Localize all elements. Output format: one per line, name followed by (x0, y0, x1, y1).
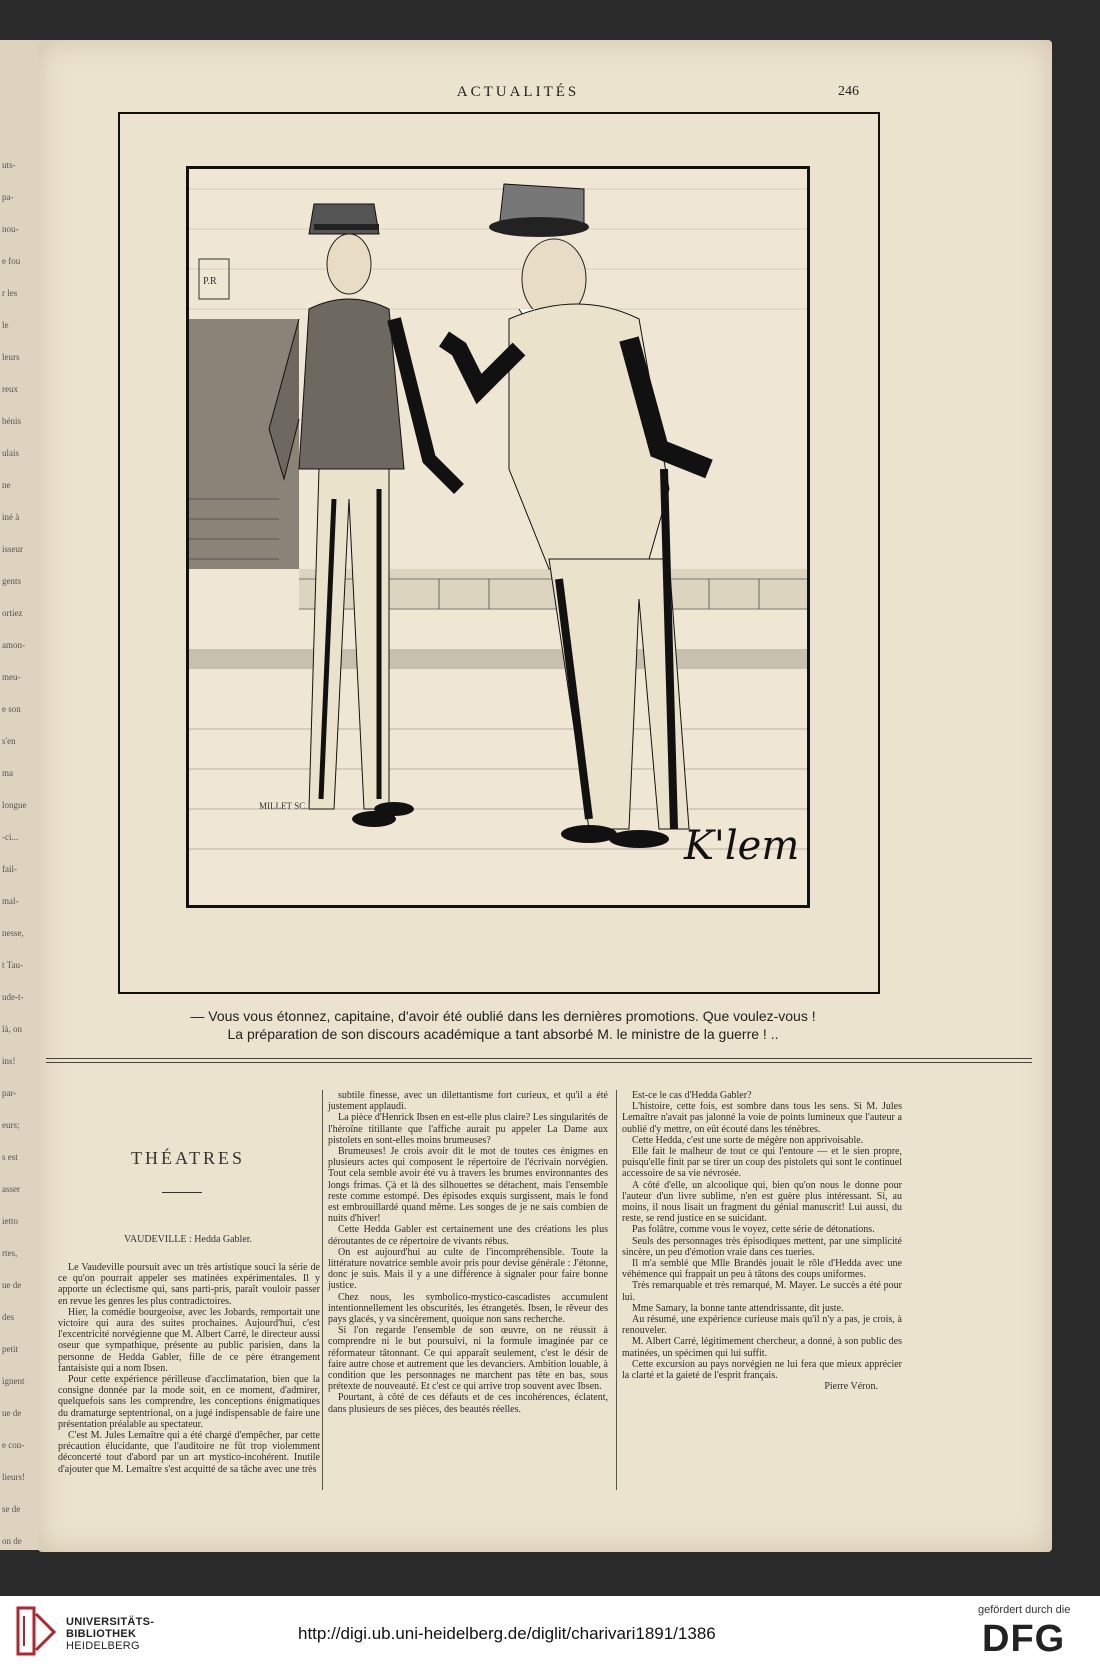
previous-page-fragment: lieurs! (2, 1472, 25, 1482)
previous-page-fragment: pa- (2, 192, 14, 202)
previous-page-fragment: -ci... (2, 832, 19, 842)
artist-signature: K'lem (684, 823, 800, 869)
previous-page-fragment: ma (2, 768, 13, 778)
previous-page-fragment: s est (2, 1152, 18, 1162)
caricature-drawing (189, 169, 807, 905)
article-paragraph: Il m'a semblé que Mlle Brandès jouait le rôle d'Hedda avec une véhémence qui frappait un peu à tâtons des coups uniformes. (622, 1258, 902, 1281)
previous-page-fragment: asser (2, 1184, 20, 1194)
article-paragraph: Pour cette expérience périlleuse d'acclimatation, bien que la consigne donnée par la mode soit, en ce moment, d'admirer, quelquefois sans les comprendre, les conceptions énigmatiques du dramaturge septentrional, on a jugé indispensable de faire une présentation préalable au spectateur. (58, 1374, 320, 1430)
previous-page-fragment: reux (2, 384, 18, 394)
article-paragraph: Cette Hedda Gabler est certainement une des créations les plus déroutantes de ce répertoire de vivants rébus. (328, 1224, 608, 1247)
article-column-1 (58, 1262, 320, 1475)
article-paragraph: Pas folâtre, comme vous le voyez, cette série de détonations. (632, 1224, 875, 1236)
author-signature: Pierre Véron. (824, 1381, 878, 1393)
previous-page-fragment: ne (2, 480, 11, 490)
previous-page-fragment: ortiez (2, 608, 23, 618)
previous-page-fragment: e fou (2, 256, 21, 266)
previous-page-fragment: nesse, (2, 928, 24, 938)
previous-page-fragment: on de (2, 1536, 22, 1546)
previous-page-fragment: petit (2, 1344, 18, 1354)
article-paragraph: Brumeuses! Je crois avoir dit le mot de toutes ces énigmes en plusieurs actes qui composent le répertoire de l'écrivain norvégien. Tout cela semble avoir été vu à travers les brumes environnantes des longs frimas. Çà et là des silhouettes se détachent, mais l'ensemble reste comme estompé. Des épisodes exquis surgissent, mais le fond est embrouillardé quand même. Les songes de je ne sais combien de nuits d'hiver! (328, 1146, 608, 1225)
illustration-frame (118, 112, 880, 994)
article-paragraph: A côté d'elle, un alcoolique qui, bien qu'on nous le donne pour l'auteur d'un livre sublime, n'en est guère plus intéressant. Si, au moins, il nous lisait un fragment du génial manuscrit! Lui aussi, du reste, se rend justice en se suicidant. (622, 1179, 902, 1225)
previous-page-fragment: e son (2, 704, 21, 714)
old-general-figure (444, 184, 709, 848)
engraver-mark: MILLET SC. (259, 801, 308, 811)
article-subtitle: VAUDEVILLE : Hedda Gabler. (123, 1234, 253, 1245)
article-paragraph: Elle fait le malheur de tout ce qui l'entoure — et le sien propre, puisqu'elle finit par se tirer un coup des pistolets qui sont le continuel accessoire de sa vie névrosée. (622, 1146, 902, 1180)
page-number: 246 (838, 84, 859, 99)
previous-page-fragment: là, on (2, 1024, 22, 1034)
article-paragraph: M. Albert Carré, légitimement chercheur, a donné, à son public des matinées, un spécimen qui lui suffit. (622, 1336, 902, 1359)
article-heading: THÉATRES (131, 1148, 245, 1168)
article-paragraph: Seuls des personnages très épisodiques mettent, par une simplicité sincère, un peu d'émotion vraie dans ces tueries. (622, 1235, 902, 1258)
article-column-3 (622, 1090, 902, 1392)
article-paragraph: L'histoire, cette fois, est sombre dans tous les sens. Si M. Jules Lemaître n'avait pas jalonné la voie de points lumineux que l'auteur a oublié d'y mettre, on eût écouté dans les ténèbres. (622, 1101, 902, 1135)
previous-page-fragment: nou- (2, 224, 19, 234)
previous-page-fragment: s'en (2, 736, 16, 746)
previous-page-fragment: se de (2, 1504, 21, 1514)
previous-page-fragment: iné à (2, 512, 20, 522)
institution-name: UNIVERSITÄTS- BIBLIOTHEK HEIDELBERG (66, 1616, 155, 1652)
article-paragraph: Cette Hedda, c'est une sorte de mégère non apprivoisable. (632, 1134, 864, 1146)
previous-page-fragment: ue de (2, 1408, 22, 1418)
previous-page-fragment: r les (2, 288, 18, 298)
previous-page-fragment: isseur (2, 544, 23, 554)
article-paragraph: La pièce d'Henrick Ibsen en est-elle plus claire? Les singularités de l'héroïne titillante que l'affiche aurait pu appeler La Dame aux pistolets en sont-elles moins brumeuses? (328, 1112, 608, 1146)
article-paragraph: Hier, la comédie bourgeoise, avec les Jobards, remportait une victoire qui aura des suites prochaines. Aujourd'hui, c'est l'excentricité norvégienne que M. Albert Carré, le directeur aussi oseur que sympathique, présente au public parisien, dans la personne de Hedda Gabler, fille de ce père étrangement fantaisiste qui a nom Ibsen. (58, 1306, 320, 1374)
article-paragraph: Est-ce le cas d'Hedda Gabler? (632, 1090, 752, 1101)
previous-page-fragment: gents (2, 576, 21, 586)
section-title: ACTUALITÉS (456, 84, 580, 100)
previous-page-fragment: des (2, 1312, 14, 1322)
column-separator (616, 1090, 617, 1490)
article-column-2 (328, 1090, 608, 1415)
university-library-logo-icon (14, 1604, 58, 1658)
article-paragraph: subtile finesse, avec un dilettantisme fort curieux, et qu'il a été justement applaudi. (328, 1090, 608, 1113)
footer-bar (0, 1596, 1100, 1674)
article-paragraph: C'est M. Jules Lemaître qui a été chargé d'empêcher, par cette précaution élucidante, que l'auditoire ne fût trop violemment déconcerté tout d'abord par un art mystico-incohérent. Inutile d'ajouter que M. Lemaître s'est acquitté de sa tâche avec une très (58, 1430, 320, 1475)
previous-page-fragment: ulais (2, 448, 19, 458)
article-paragraph: Pourtant, à côté de ces défauts et de ces incohérences, éclatent, dans plusieurs de ses pièces, des beautés réelles. (328, 1392, 608, 1415)
article-paragraph: Le Vaudeville poursuit avec un très artistique souci la série de ce qu'on pourrait appeler ses matinées expérimentales. Il y apporte un éclectisme qui, sans parti-pris, paraît vouloir passer en revue les genres les plus contradictoires. (58, 1262, 320, 1307)
previous-page-fragment: fail- (2, 864, 17, 874)
previous-page-fragment: ins! (2, 1056, 16, 1066)
previous-page-fragment: rtes, (2, 1248, 18, 1258)
previous-page-fragment: t Tau- (2, 960, 23, 970)
previous-page-fragment: leurs (2, 352, 20, 362)
caption-line-2: La préparation de son discours académique a tant absorbé M. le ministre de la guerre ! .. (227, 1026, 779, 1042)
article-paragraph: Si l'on regarde l'ensemble de son œuvre, on ne réussit à comprendre ni le but poursuivi, ni la formule imaginée par ce réformateur tâtonnant. Ce qui apparaît seulement, c'est le désir de faire autre chose et autrement que les devanciers. Ambition louable, à condition que les personnages ne marchent pas tête en bas, sous prétexte de nouveauté. Et c'est ce qui arrive trop souvent avec Ibsen. (328, 1325, 608, 1393)
caricature-illustration (186, 166, 810, 908)
previous-page-fragment: meu- (2, 672, 21, 682)
previous-page-fragment: e con- (2, 1440, 25, 1450)
article-paragraph: Au résumé, une expérience curieuse mais qu'il n'y a pas, je crois, à renouveler. (622, 1314, 902, 1337)
article-paragraph: Très remarquable et très remarqué, M. Mayer. Le succès a été pour lui. (622, 1280, 902, 1303)
svg-text:P.R: P.R (203, 276, 217, 287)
dfg-logo: DFG (982, 1618, 1066, 1660)
column-separator (322, 1090, 323, 1490)
previous-page-fragment: longue (2, 800, 27, 810)
funding-text: gefördert durch die (978, 1604, 1071, 1616)
previous-page-fragment: amon- (2, 640, 25, 650)
previous-page-fragment: par- (2, 1088, 17, 1098)
heading-rule (162, 1192, 202, 1193)
previous-page-fragment: bénis (2, 416, 21, 426)
newspaper-page (38, 40, 1052, 1552)
previous-page-fragment: mal- (2, 896, 19, 906)
caption-line-1: — Vous vous étonnez, capitaine, d'avoir été oublié dans les dernières promotions. Que voulez-vous ! (190, 1008, 816, 1024)
previous-page-fragment: ietto (2, 1216, 18, 1226)
section-divider (46, 1058, 1032, 1063)
previous-page-fragment: eurs; (2, 1120, 20, 1130)
article-paragraph: Chez nous, les symbolico-mystico-cascadistes accumulent intentionnellement les obscurités, les étrangetés. Ibsen, le rêveur des pays glacés, y va sincèrement, quoique non sans recherche. (328, 1291, 608, 1326)
previous-page-fragment: ude-t- (2, 992, 24, 1002)
article-paragraph: On est aujourd'hui au culte de l'incompréhensible. Toute la littérature novatrice semble avoir pris pour devise générale : J'étonne, donc je suis. Mais il y a une différence à signaler pour faire bonne justice. (328, 1246, 608, 1292)
article-paragraph: Mme Samary, la bonne tante attendrissante, dit juste. (632, 1302, 844, 1314)
permalink-url[interactable]: http://digi.ub.uni-heidelberg.de/diglit/charivari1891/1386 (298, 1624, 716, 1643)
previous-page-fragment: le (2, 320, 9, 330)
article-paragraph: Cette excursion au pays norvégien ne lui fera que mieux apprécier la clarté et la gaieté de l'esprit français. (622, 1358, 902, 1382)
previous-page-fragment: ignent (2, 1376, 25, 1386)
previous-page-fragment: ue de (2, 1280, 22, 1290)
previous-page-fragment: uts- (2, 160, 16, 170)
